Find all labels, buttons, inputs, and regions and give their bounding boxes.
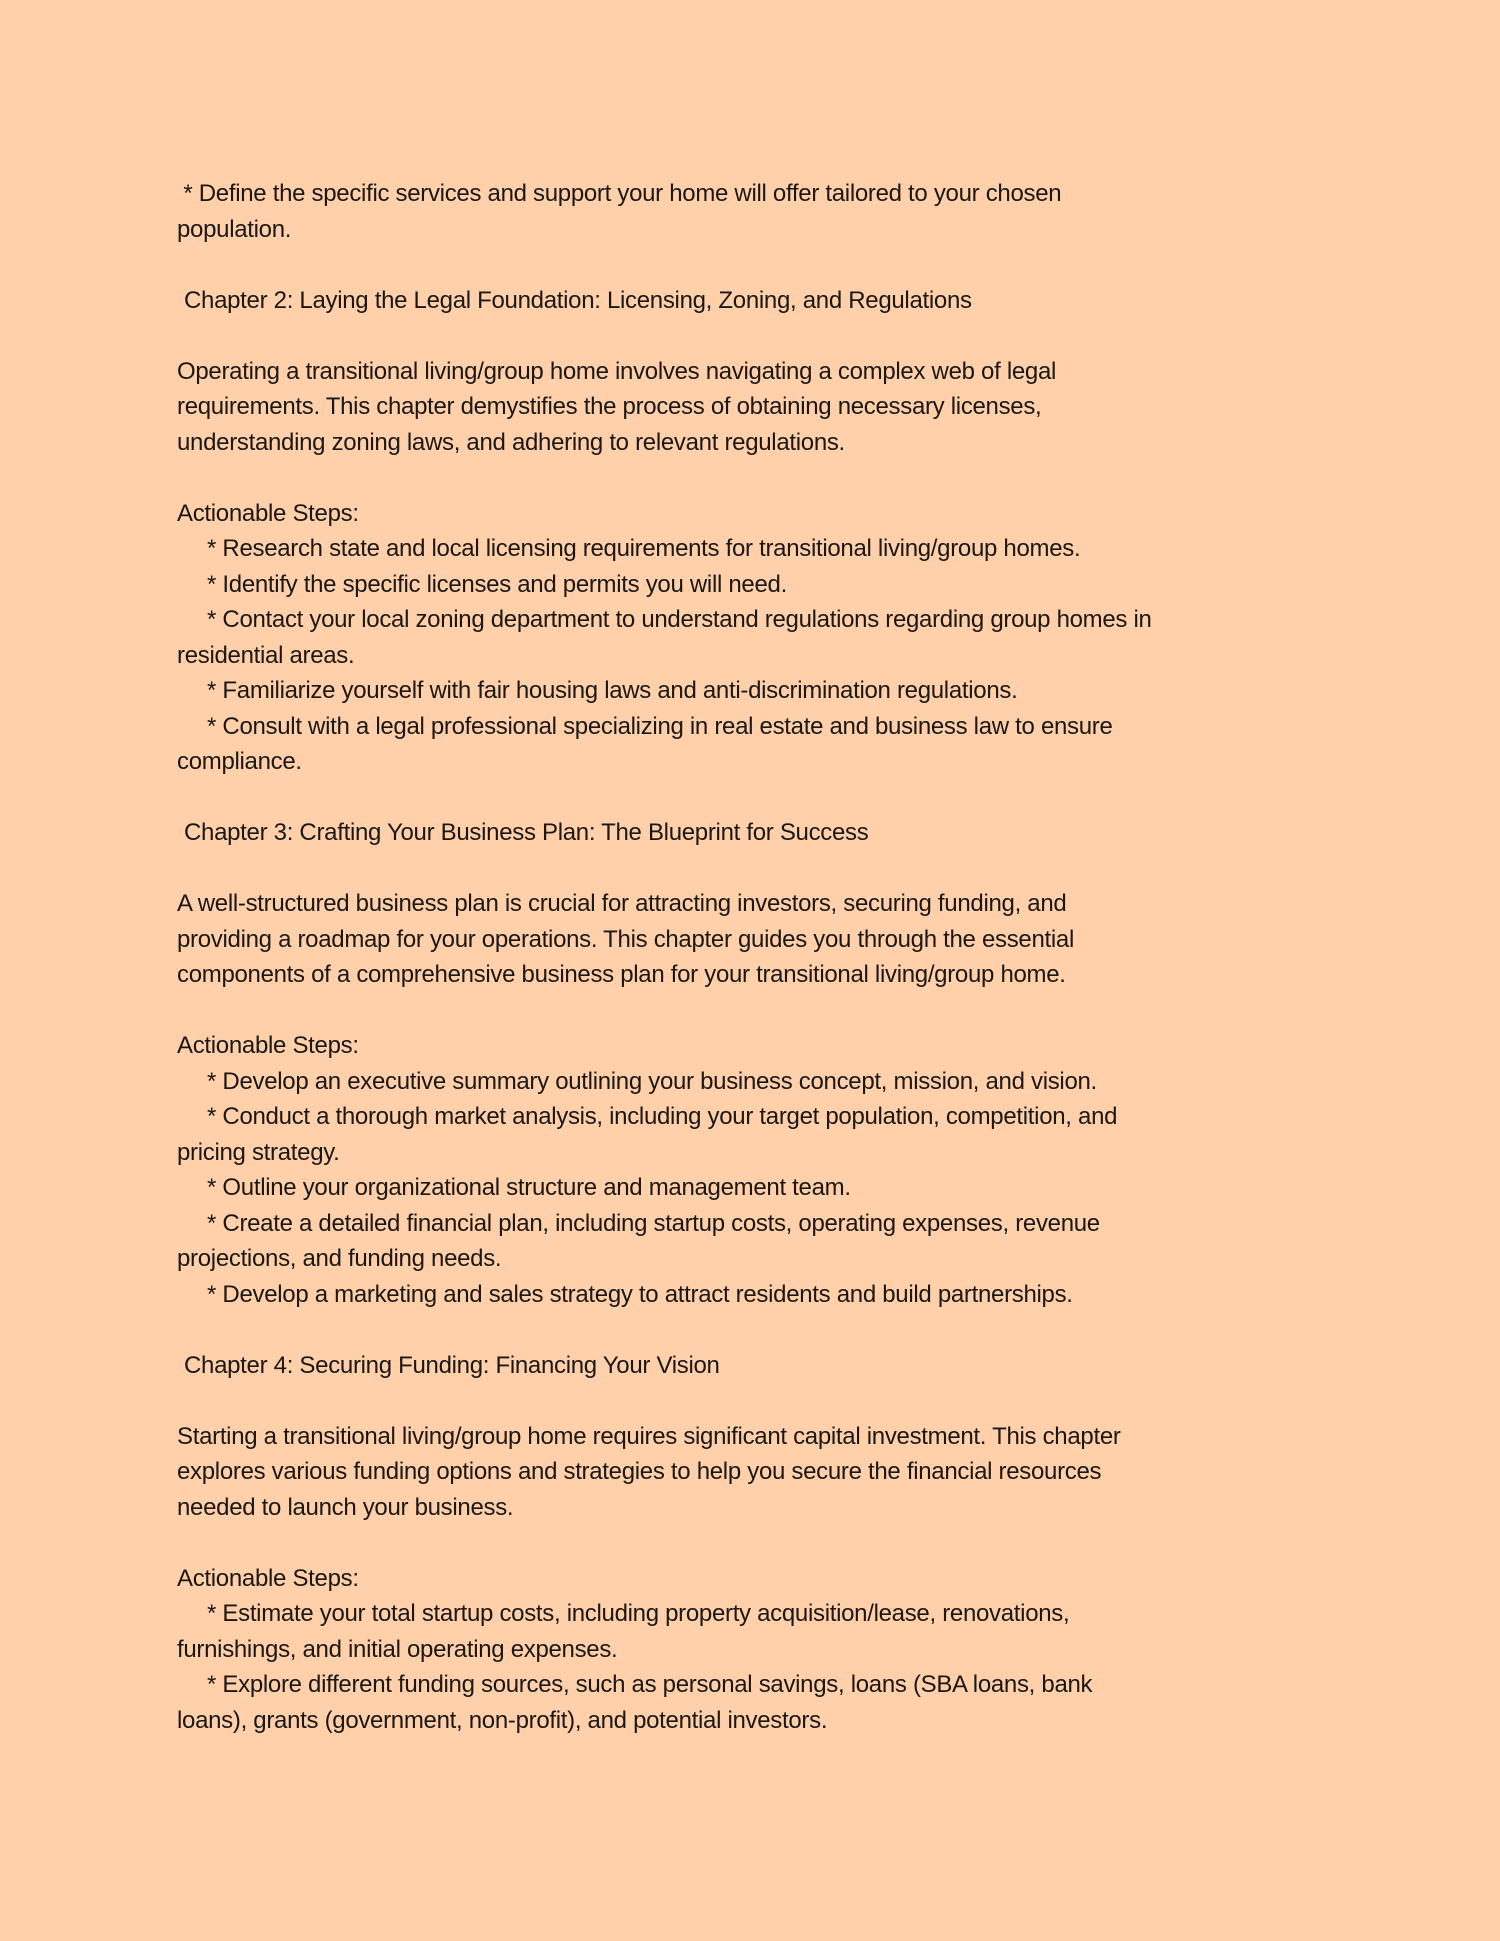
step-line: compliance. [177, 748, 302, 775]
step-line: pricing strategy. [177, 1138, 340, 1166]
step-line: * Estimate your total startup costs, including property acquisition/lease, renovations, [207, 1600, 1070, 1627]
body-line: explores various funding options and strategies to help you secure the financial resources [177, 1458, 1102, 1485]
body-line: providing a roadmap for your operations. This chapter guides you through the essential [177, 925, 1074, 953]
step-line: projections, and funding needs. [177, 1245, 502, 1272]
step-line: * Research state and local licensing requirements for transitional living/group homes. [207, 535, 1081, 562]
body-line: requirements. This chapter demystifies the process of obtaining necessary licenses, [177, 393, 1042, 420]
body-line: Starting a transitional living/group home requires significant capital investment. This chapter [177, 1422, 1121, 1450]
steps-label: Actionable Steps: [177, 1564, 359, 1592]
body-line: needed to launch your business. [177, 1493, 514, 1521]
step-line: * Familiarize yourself with fair housing laws and anti-discrimination regulations. [207, 677, 1018, 704]
body-line: A well-structured business plan is crucial for attracting investors, securing funding, and [177, 890, 1067, 917]
step-line: * Explore different funding sources, such as personal savings, loans (SBA loans, bank [207, 1671, 1093, 1698]
step-line: * Contact your local zoning department to understand regulations regarding group homes in [207, 606, 1152, 633]
step-line: residential areas. [177, 641, 355, 669]
body-line: components of a comprehensive business plan for your transitional living/group home. [177, 961, 1066, 988]
step-line: * Conduct a thorough market analysis, including your target population, competition, and [207, 1103, 1118, 1130]
document-page [177, 176, 1337, 1774]
step-line: * Create a detailed financial plan, including startup costs, operating expenses, revenue [207, 1209, 1100, 1237]
chapter-title: Chapter 3: Crafting Your Business Plan: The Blueprint for Success [184, 819, 869, 846]
intro-bullet-line: population. [177, 215, 292, 243]
intro-bullet-line: * Define the specific services and support your home will offer tailored to your chosen [177, 180, 1062, 207]
chapters [177, 283, 1337, 1774]
body-line: understanding zoning laws, and adhering to relevant regulations. [177, 428, 845, 456]
chapter-title: Chapter 2: Laying the Legal Foundation: Licensing, Zoning, and Regulations [184, 286, 972, 314]
step-line: * Identify the specific licenses and permits you will need. [207, 570, 787, 598]
steps-label: Actionable Steps: [177, 1032, 359, 1059]
step-line: * Develop a marketing and sales strategy to attract residents and build partnerships. [207, 1280, 1073, 1308]
body-line: Operating a transitional living/group home involves navigating a complex web of legal [177, 357, 1057, 385]
step-line: * Consult with a legal professional specializing in real estate and business law to ensure [207, 712, 1113, 740]
step-line: * Develop an executive summary outlining your business concept, mission, and vision. [207, 1067, 1097, 1095]
step-line: * Outline your organizational structure and management team. [207, 1174, 851, 1201]
step-line: loans), grants (government, non-profit), and potential investors. [177, 1706, 828, 1734]
steps-label: Actionable Steps: [177, 499, 359, 527]
chapter-title: Chapter 4: Securing Funding: Financing Your Vision [184, 1351, 720, 1379]
step-line: furnishings, and initial operating expenses. [177, 1635, 618, 1663]
